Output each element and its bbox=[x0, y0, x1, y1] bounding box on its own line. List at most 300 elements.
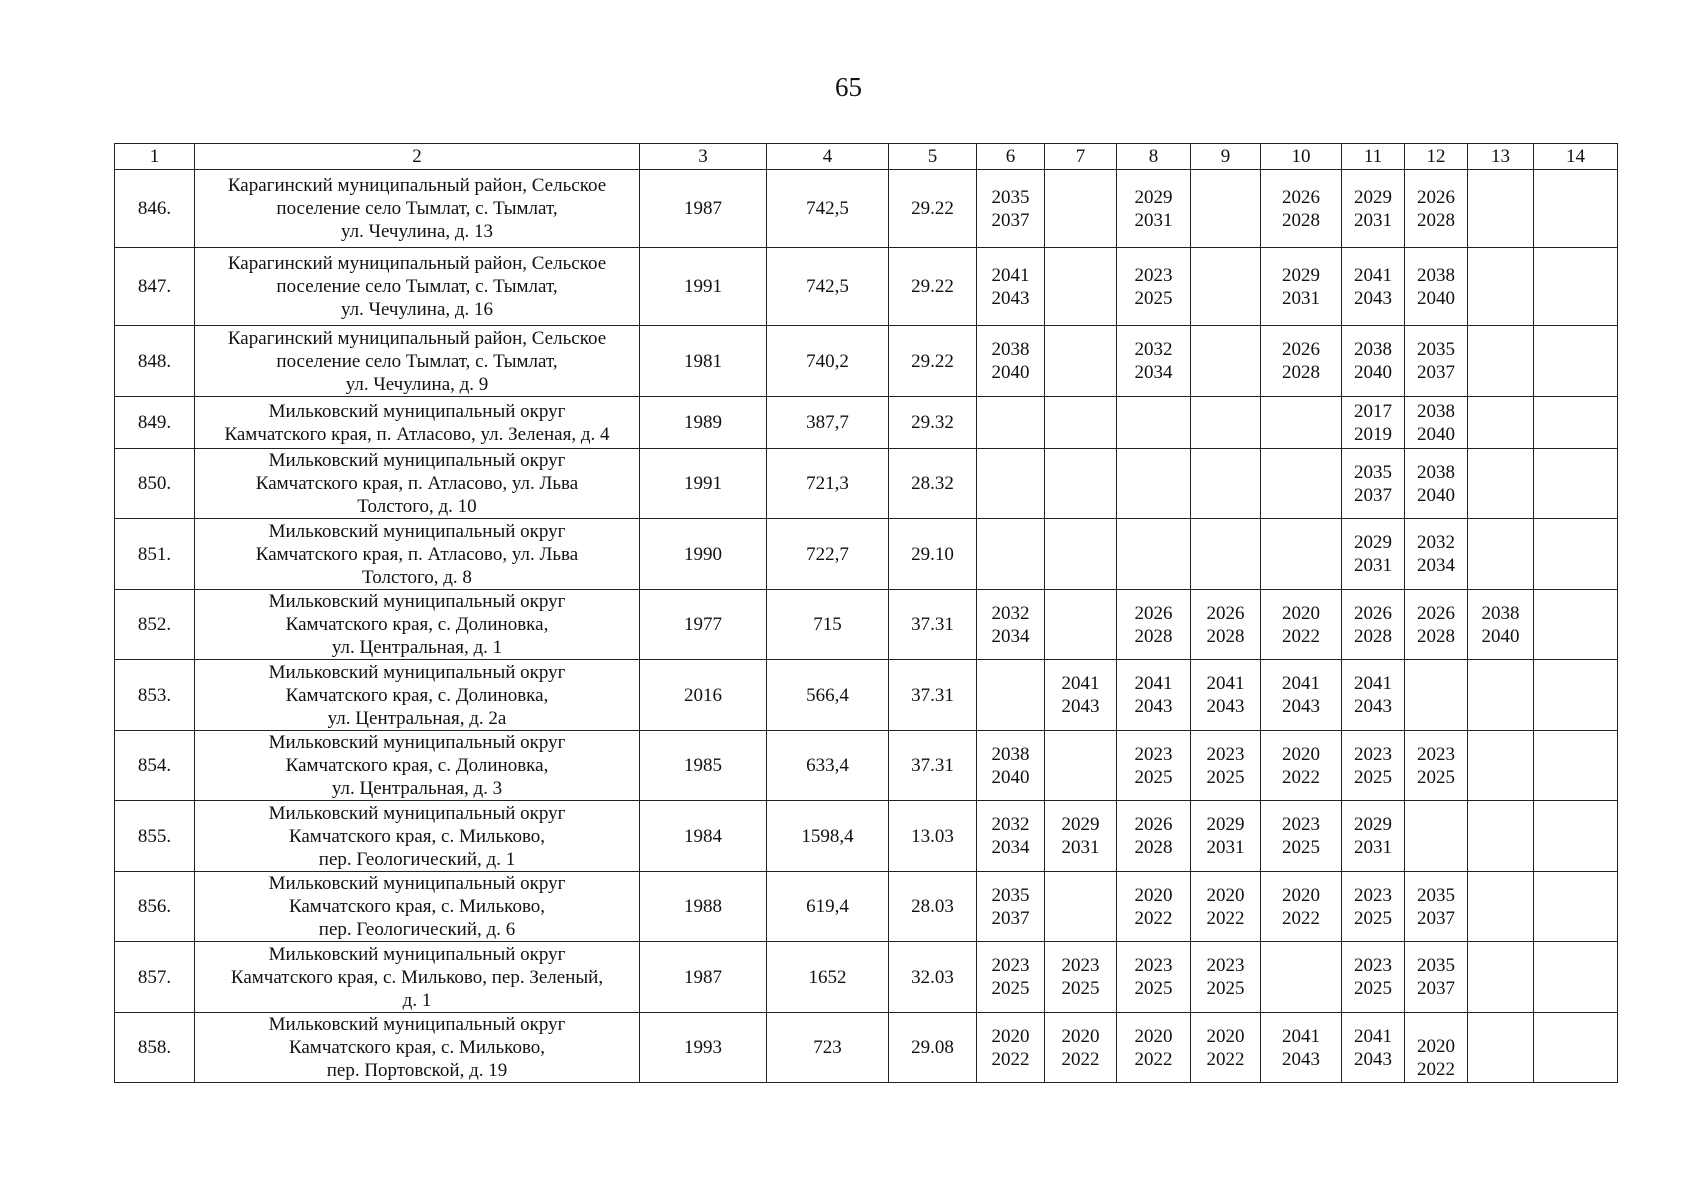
repair-year: 2043 bbox=[1206, 696, 1245, 717]
build-year: 1981 bbox=[640, 326, 767, 397]
repair-years-col-9 bbox=[1191, 326, 1261, 397]
repair-year: 2023 bbox=[1134, 955, 1173, 976]
repair-years-col-14 bbox=[1534, 590, 1618, 660]
address-line: пер. Геологический, д. 1 bbox=[318, 848, 516, 870]
repair-years-col-13 bbox=[1468, 660, 1534, 731]
repair-years-col-12 bbox=[1405, 519, 1468, 590]
repair-year: 2043 bbox=[1354, 696, 1392, 717]
repair-year: 2025 bbox=[991, 978, 1030, 999]
repair-year: 2026 bbox=[1417, 186, 1455, 208]
repair-year: 2038 bbox=[1417, 264, 1455, 286]
repair-years-col-10 bbox=[1261, 801, 1342, 872]
repair-year: 2023 bbox=[991, 955, 1030, 976]
table-row bbox=[115, 326, 1618, 397]
repair-years-col-12 bbox=[1405, 660, 1468, 731]
repair-year: 2040 bbox=[1354, 362, 1392, 383]
address-cell bbox=[195, 248, 640, 326]
repair-year: 2041 bbox=[1061, 673, 1100, 694]
repair-year: 2025 bbox=[1134, 287, 1173, 309]
area-value: 387,7 bbox=[767, 397, 889, 449]
wear-code: 37.31 bbox=[889, 590, 977, 660]
repair-years-col-6 bbox=[977, 449, 1045, 519]
address-line: ул. Центральная, д. 3 bbox=[331, 778, 503, 799]
address-line: поселение село Тымлат, с. Тымлат, bbox=[276, 198, 558, 219]
repair-years-col-6 bbox=[977, 590, 1045, 660]
address-line: Камчатского края, с. Долиновка, bbox=[285, 755, 549, 776]
column-header-3: 3 bbox=[640, 144, 767, 170]
address-line: Мильковский муниципальный округ bbox=[268, 802, 566, 824]
repair-years-col-11 bbox=[1342, 397, 1405, 449]
repair-year: 2043 bbox=[1134, 696, 1173, 717]
address-cell bbox=[195, 326, 640, 397]
repair-year: 2020 bbox=[1206, 1025, 1245, 1047]
address-cell bbox=[195, 1013, 640, 1083]
row-number: 851. bbox=[115, 519, 195, 590]
repair-years-col-12 bbox=[1405, 801, 1468, 872]
repair-year: 2023 bbox=[1282, 814, 1320, 835]
wear-code: 29.22 bbox=[889, 326, 977, 397]
wear-code: 29.22 bbox=[889, 170, 977, 248]
repair-year: 2025 bbox=[1354, 978, 1392, 999]
repair-year: 2029 bbox=[1354, 532, 1392, 553]
area-value: 715 bbox=[767, 590, 889, 660]
repair-year: 2026 bbox=[1354, 602, 1392, 624]
repair-years-col-12 bbox=[1405, 731, 1468, 801]
column-header-4: 4 bbox=[767, 144, 889, 170]
repair-year: 2023 bbox=[1354, 884, 1392, 906]
repair-years-col-10 bbox=[1261, 942, 1342, 1013]
repair-year: 2026 bbox=[1417, 602, 1455, 624]
repair-years-col-7 bbox=[1045, 801, 1117, 872]
repair-years-col-9 bbox=[1191, 731, 1261, 801]
repair-year: 2034 bbox=[991, 625, 1030, 647]
wear-code: 28.32 bbox=[889, 449, 977, 519]
repair-years-col-14 bbox=[1534, 519, 1618, 590]
repair-year: 2040 bbox=[991, 766, 1030, 788]
repair-year: 2023 bbox=[1354, 955, 1392, 976]
address-line: пер. Портовской, д. 19 bbox=[326, 1060, 508, 1081]
column-header-1: 1 bbox=[115, 144, 195, 170]
repair-years-col-9 bbox=[1191, 248, 1261, 326]
repair-year: 2022 bbox=[1061, 1048, 1100, 1070]
repair-years-col-10 bbox=[1261, 397, 1342, 449]
repair-years-col-10 bbox=[1261, 170, 1342, 248]
repair-years-col-13 bbox=[1468, 326, 1534, 397]
repair-year: 2023 bbox=[1134, 743, 1173, 765]
repair-year: 2035 bbox=[1417, 339, 1455, 360]
repair-years-col-7 bbox=[1045, 1013, 1117, 1083]
table-row bbox=[115, 248, 1618, 326]
repair-years-col-11 bbox=[1342, 872, 1405, 942]
repair-year: 2025 bbox=[1206, 766, 1245, 788]
table-row bbox=[115, 942, 1618, 1013]
repair-years-col-8 bbox=[1117, 660, 1191, 731]
repair-years-col-8 bbox=[1117, 170, 1191, 248]
wear-code: 32.03 bbox=[889, 942, 977, 1013]
repair-years-col-7 bbox=[1045, 942, 1117, 1013]
repair-years-col-11 bbox=[1342, 449, 1405, 519]
repair-year: 2043 bbox=[991, 287, 1030, 309]
repair-year: 2040 bbox=[1481, 625, 1520, 647]
address-cell bbox=[195, 397, 640, 449]
repair-year: 2023 bbox=[1134, 264, 1173, 286]
repair-years-col-10 bbox=[1261, 872, 1342, 942]
column-header-13: 13 bbox=[1468, 144, 1534, 170]
housing-register-table bbox=[114, 143, 1618, 1083]
row-number: 852. bbox=[115, 590, 195, 660]
repair-years-col-6 bbox=[977, 326, 1045, 397]
repair-year: 2025 bbox=[1417, 766, 1455, 788]
repair-years-col-12 bbox=[1405, 170, 1468, 248]
repair-years-col-14 bbox=[1534, 872, 1618, 942]
repair-years-col-6 bbox=[977, 731, 1045, 801]
repair-year: 2040 bbox=[1417, 484, 1455, 506]
repair-year: 2019 bbox=[1354, 423, 1392, 445]
address-cell bbox=[195, 519, 640, 590]
page-number: 65 bbox=[835, 72, 862, 102]
repair-years-col-14 bbox=[1534, 801, 1618, 872]
repair-year: 2025 bbox=[1134, 766, 1173, 788]
address-line: Мильковский муниципальный округ bbox=[268, 943, 566, 965]
repair-year: 2032 bbox=[991, 814, 1030, 835]
address-cell bbox=[195, 170, 640, 248]
repair-years-col-12 bbox=[1405, 942, 1468, 1013]
repair-years-col-8 bbox=[1117, 942, 1191, 1013]
column-header-14: 14 bbox=[1534, 144, 1618, 170]
repair-year: 2020 bbox=[1282, 884, 1320, 906]
repair-years-col-6 bbox=[977, 170, 1045, 248]
column-number-row bbox=[115, 144, 1618, 170]
repair-years-col-13 bbox=[1468, 801, 1534, 872]
repair-year: 2023 bbox=[1206, 743, 1245, 765]
repair-year: 2037 bbox=[1417, 362, 1455, 383]
repair-years-col-8 bbox=[1117, 1013, 1191, 1083]
address-cell bbox=[195, 801, 640, 872]
address-cell bbox=[195, 660, 640, 731]
repair-years-col-10 bbox=[1261, 449, 1342, 519]
repair-year: 2034 bbox=[1134, 362, 1173, 383]
repair-year: 2037 bbox=[991, 907, 1030, 929]
repair-years-col-12 bbox=[1405, 326, 1468, 397]
repair-year: 2023 bbox=[1061, 955, 1100, 976]
row-number: 846. bbox=[115, 170, 195, 248]
repair-year: 2043 bbox=[1354, 1048, 1392, 1070]
column-header-8: 8 bbox=[1117, 144, 1191, 170]
repair-years-col-13 bbox=[1468, 590, 1534, 660]
repair-years-col-12 bbox=[1405, 248, 1468, 326]
repair-years-col-9 bbox=[1191, 397, 1261, 449]
address-line: ул. Центральная, д. 1 bbox=[331, 637, 503, 658]
repair-years-col-13 bbox=[1468, 872, 1534, 942]
address-line: ул. Чечулина, д. 13 bbox=[340, 221, 494, 242]
address-line: Камчатского края, п. Атласово, ул. Льва bbox=[255, 543, 579, 565]
repair-year: 2031 bbox=[1134, 209, 1173, 231]
repair-years-col-9 bbox=[1191, 590, 1261, 660]
column-header-5: 5 bbox=[889, 144, 977, 170]
repair-years-col-10 bbox=[1261, 1013, 1342, 1083]
repair-year: 2038 bbox=[1354, 339, 1392, 360]
address-line: Камчатского края, п. Атласово, ул. Зеленая, д. 4 bbox=[224, 423, 610, 445]
address-line: Карагинский муниципальный район, Сельское bbox=[227, 175, 607, 196]
repair-year: 2043 bbox=[1061, 696, 1100, 717]
repair-years-col-13 bbox=[1468, 1013, 1534, 1083]
repair-year: 2041 bbox=[991, 264, 1030, 286]
row-number: 853. bbox=[115, 660, 195, 731]
repair-year: 2025 bbox=[1354, 766, 1392, 788]
repair-years-col-12 bbox=[1405, 1013, 1468, 1083]
repair-year: 2043 bbox=[1282, 1048, 1320, 1070]
row-number: 848. bbox=[115, 326, 195, 397]
table-row bbox=[115, 170, 1618, 248]
repair-years-col-13 bbox=[1468, 449, 1534, 519]
address-line: поселение село Тымлат, с. Тымлат, bbox=[276, 350, 558, 372]
address-line: Камчатского края, с. Мильково, bbox=[288, 825, 546, 847]
repair-year: 2035 bbox=[1354, 461, 1392, 483]
area-value: 619,4 bbox=[767, 872, 889, 942]
repair-year: 2025 bbox=[1206, 978, 1245, 999]
table-row bbox=[115, 801, 1618, 872]
address-line: ул. Чечулина, д. 9 bbox=[345, 373, 489, 395]
repair-years-col-7 bbox=[1045, 731, 1117, 801]
repair-year: 2037 bbox=[991, 209, 1030, 231]
address-line: Мильковский муниципальный округ bbox=[268, 661, 566, 683]
address-line: Мильковский муниципальный округ bbox=[268, 400, 566, 422]
repair-years-col-6 bbox=[977, 1013, 1045, 1083]
table-row bbox=[115, 731, 1618, 801]
repair-years-col-8 bbox=[1117, 326, 1191, 397]
repair-years-col-8 bbox=[1117, 397, 1191, 449]
repair-year: 2028 bbox=[1282, 362, 1320, 383]
repair-year: 2026 bbox=[1206, 602, 1245, 624]
repair-year: 2040 bbox=[1417, 287, 1455, 309]
column-header-6: 6 bbox=[977, 144, 1045, 170]
repair-years-col-11 bbox=[1342, 942, 1405, 1013]
repair-years-col-12 bbox=[1405, 397, 1468, 449]
repair-years-col-6 bbox=[977, 248, 1045, 326]
repair-year: 2038 bbox=[991, 339, 1030, 360]
repair-years-col-10 bbox=[1261, 519, 1342, 590]
repair-year: 2038 bbox=[1417, 400, 1455, 422]
repair-years-col-7 bbox=[1045, 326, 1117, 397]
repair-year: 2022 bbox=[1417, 1059, 1455, 1080]
wear-code: 29.10 bbox=[889, 519, 977, 590]
repair-year: 2029 bbox=[1354, 186, 1392, 208]
address-line: Мильковский муниципальный округ bbox=[268, 520, 566, 542]
build-year: 1988 bbox=[640, 872, 767, 942]
column-header-9: 9 bbox=[1191, 144, 1261, 170]
repair-year: 2035 bbox=[1417, 955, 1455, 976]
repair-year: 2037 bbox=[1417, 907, 1455, 929]
repair-years-col-11 bbox=[1342, 326, 1405, 397]
repair-year: 2022 bbox=[991, 1048, 1030, 1070]
address-line: Мильковский муниципальный округ bbox=[268, 873, 566, 894]
address-line: Толстого, д. 8 bbox=[362, 566, 472, 588]
repair-year: 2037 bbox=[1354, 484, 1392, 506]
repair-years-col-9 bbox=[1191, 1013, 1261, 1083]
address-cell bbox=[195, 590, 640, 660]
repair-years-col-14 bbox=[1534, 449, 1618, 519]
column-header-2: 2 bbox=[195, 144, 640, 170]
repair-year: 2031 bbox=[1354, 209, 1392, 231]
repair-year: 2037 bbox=[1417, 978, 1455, 999]
repair-year: 2023 bbox=[1417, 743, 1455, 765]
repair-years-col-14 bbox=[1534, 248, 1618, 326]
repair-years-col-8 bbox=[1117, 731, 1191, 801]
row-number: 855. bbox=[115, 801, 195, 872]
repair-year: 2041 bbox=[1206, 673, 1245, 694]
repair-year: 2025 bbox=[1061, 978, 1100, 999]
repair-years-col-13 bbox=[1468, 170, 1534, 248]
repair-years-col-7 bbox=[1045, 519, 1117, 590]
repair-year: 2022 bbox=[1282, 625, 1320, 647]
repair-years-col-11 bbox=[1342, 170, 1405, 248]
repair-years-col-10 bbox=[1261, 660, 1342, 731]
repair-year: 2028 bbox=[1417, 209, 1455, 231]
build-year: 1985 bbox=[640, 731, 767, 801]
table-row bbox=[115, 449, 1618, 519]
repair-years-col-9 bbox=[1191, 872, 1261, 942]
repair-years-col-7 bbox=[1045, 872, 1117, 942]
area-value: 742,5 bbox=[767, 170, 889, 248]
wear-code: 13.03 bbox=[889, 801, 977, 872]
repair-years-col-11 bbox=[1342, 660, 1405, 731]
repair-years-col-14 bbox=[1534, 170, 1618, 248]
repair-year: 2034 bbox=[991, 837, 1030, 858]
repair-year: 2029 bbox=[1206, 814, 1245, 835]
address-cell bbox=[195, 449, 640, 519]
repair-years-col-13 bbox=[1468, 397, 1534, 449]
repair-years-col-7 bbox=[1045, 397, 1117, 449]
row-number: 858. bbox=[115, 1013, 195, 1083]
area-value: 1598,4 bbox=[767, 801, 889, 872]
repair-years-col-8 bbox=[1117, 872, 1191, 942]
column-header-12: 12 bbox=[1405, 144, 1468, 170]
repair-year: 2022 bbox=[1206, 907, 1245, 929]
repair-year: 2028 bbox=[1282, 209, 1320, 231]
repair-years-col-7 bbox=[1045, 248, 1117, 326]
column-header-7: 7 bbox=[1045, 144, 1117, 170]
address-line: Карагинский муниципальный район, Сельское bbox=[227, 253, 607, 274]
repair-year: 2020 bbox=[1134, 1025, 1173, 1047]
repair-years-col-13 bbox=[1468, 942, 1534, 1013]
repair-year: 2035 bbox=[991, 186, 1030, 208]
address-line: Камчатского края, с. Мильково, bbox=[288, 896, 546, 917]
repair-years-col-7 bbox=[1045, 660, 1117, 731]
row-number: 857. bbox=[115, 942, 195, 1013]
repair-years-col-11 bbox=[1342, 248, 1405, 326]
address-line: Толстого, д. 10 bbox=[357, 496, 477, 517]
column-header-11: 11 bbox=[1342, 144, 1405, 170]
repair-years-col-9 bbox=[1191, 801, 1261, 872]
address-line: Мильковский муниципальный округ bbox=[268, 450, 566, 471]
repair-year: 2043 bbox=[1282, 696, 1320, 717]
repair-year: 2020 bbox=[991, 1025, 1030, 1047]
repair-years-col-9 bbox=[1191, 942, 1261, 1013]
wear-code: 37.31 bbox=[889, 660, 977, 731]
repair-years-col-11 bbox=[1342, 1013, 1405, 1083]
repair-years-col-11 bbox=[1342, 590, 1405, 660]
repair-year: 2022 bbox=[1282, 907, 1320, 929]
repair-year: 2041 bbox=[1134, 673, 1173, 694]
repair-year: 2035 bbox=[1417, 884, 1455, 906]
repair-year: 2029 bbox=[1282, 264, 1320, 286]
repair-years-col-14 bbox=[1534, 942, 1618, 1013]
repair-years-col-11 bbox=[1342, 519, 1405, 590]
address-line: д. 1 bbox=[402, 989, 432, 1011]
repair-year: 2031 bbox=[1061, 837, 1100, 858]
build-year: 1993 bbox=[640, 1013, 767, 1083]
address-line: ул. Чечулина, д. 16 bbox=[340, 299, 494, 320]
wear-code: 28.03 bbox=[889, 872, 977, 942]
repair-year: 2026 bbox=[1282, 186, 1320, 208]
repair-year: 2028 bbox=[1134, 837, 1173, 858]
wear-code: 29.32 bbox=[889, 397, 977, 449]
repair-years-col-9 bbox=[1191, 170, 1261, 248]
repair-years-col-10 bbox=[1261, 590, 1342, 660]
table-header bbox=[115, 144, 1618, 170]
repair-year: 2031 bbox=[1354, 837, 1392, 858]
repair-years-col-6 bbox=[977, 397, 1045, 449]
repair-year: 2038 bbox=[1481, 602, 1520, 624]
repair-years-col-12 bbox=[1405, 872, 1468, 942]
build-year: 1989 bbox=[640, 397, 767, 449]
repair-year: 2017 bbox=[1354, 400, 1392, 422]
address-line: Мильковский муниципальный округ bbox=[268, 732, 566, 753]
repair-year: 2031 bbox=[1282, 287, 1320, 309]
area-value: 566,4 bbox=[767, 660, 889, 731]
build-year: 1977 bbox=[640, 590, 767, 660]
repair-years-col-10 bbox=[1261, 326, 1342, 397]
table-row bbox=[115, 660, 1618, 731]
address-line: Карагинский муниципальный район, Сельское bbox=[227, 327, 607, 349]
repair-year: 2029 bbox=[1134, 186, 1173, 208]
repair-year: 2020 bbox=[1134, 884, 1173, 906]
repair-years-col-13 bbox=[1468, 519, 1534, 590]
build-year: 1984 bbox=[640, 801, 767, 872]
table-row bbox=[115, 397, 1618, 449]
address-cell bbox=[195, 731, 640, 801]
repair-year: 2038 bbox=[1417, 461, 1455, 483]
address-line: ул. Центральная, д. 2а bbox=[327, 707, 507, 729]
repair-years-col-11 bbox=[1342, 731, 1405, 801]
row-number: 850. bbox=[115, 449, 195, 519]
repair-year: 2032 bbox=[1417, 532, 1455, 553]
area-value: 740,2 bbox=[767, 326, 889, 397]
repair-years-col-8 bbox=[1117, 801, 1191, 872]
repair-year: 2028 bbox=[1354, 625, 1392, 647]
area-value: 633,4 bbox=[767, 731, 889, 801]
address-line: поселение село Тымлат, с. Тымлат, bbox=[276, 276, 558, 297]
build-year: 1991 bbox=[640, 449, 767, 519]
repair-year: 2032 bbox=[991, 602, 1030, 624]
repair-years-col-14 bbox=[1534, 397, 1618, 449]
wear-code: 37.31 bbox=[889, 731, 977, 801]
repair-year: 2022 bbox=[1206, 1048, 1245, 1070]
repair-year: 2022 bbox=[1282, 766, 1320, 788]
build-year: 1987 bbox=[640, 170, 767, 248]
repair-years-col-9 bbox=[1191, 519, 1261, 590]
repair-years-col-10 bbox=[1261, 731, 1342, 801]
repair-year: 2020 bbox=[1282, 602, 1320, 624]
address-line: Камчатского края, с. Мильково, пер. Зеленый, bbox=[230, 966, 604, 988]
repair-year: 2023 bbox=[1354, 743, 1392, 765]
repair-year: 2031 bbox=[1206, 837, 1245, 858]
repair-years-col-8 bbox=[1117, 449, 1191, 519]
repair-year: 2028 bbox=[1134, 625, 1173, 647]
repair-year: 2020 bbox=[1061, 1025, 1100, 1047]
repair-year: 2034 bbox=[1417, 555, 1455, 576]
repair-years-col-9 bbox=[1191, 449, 1261, 519]
